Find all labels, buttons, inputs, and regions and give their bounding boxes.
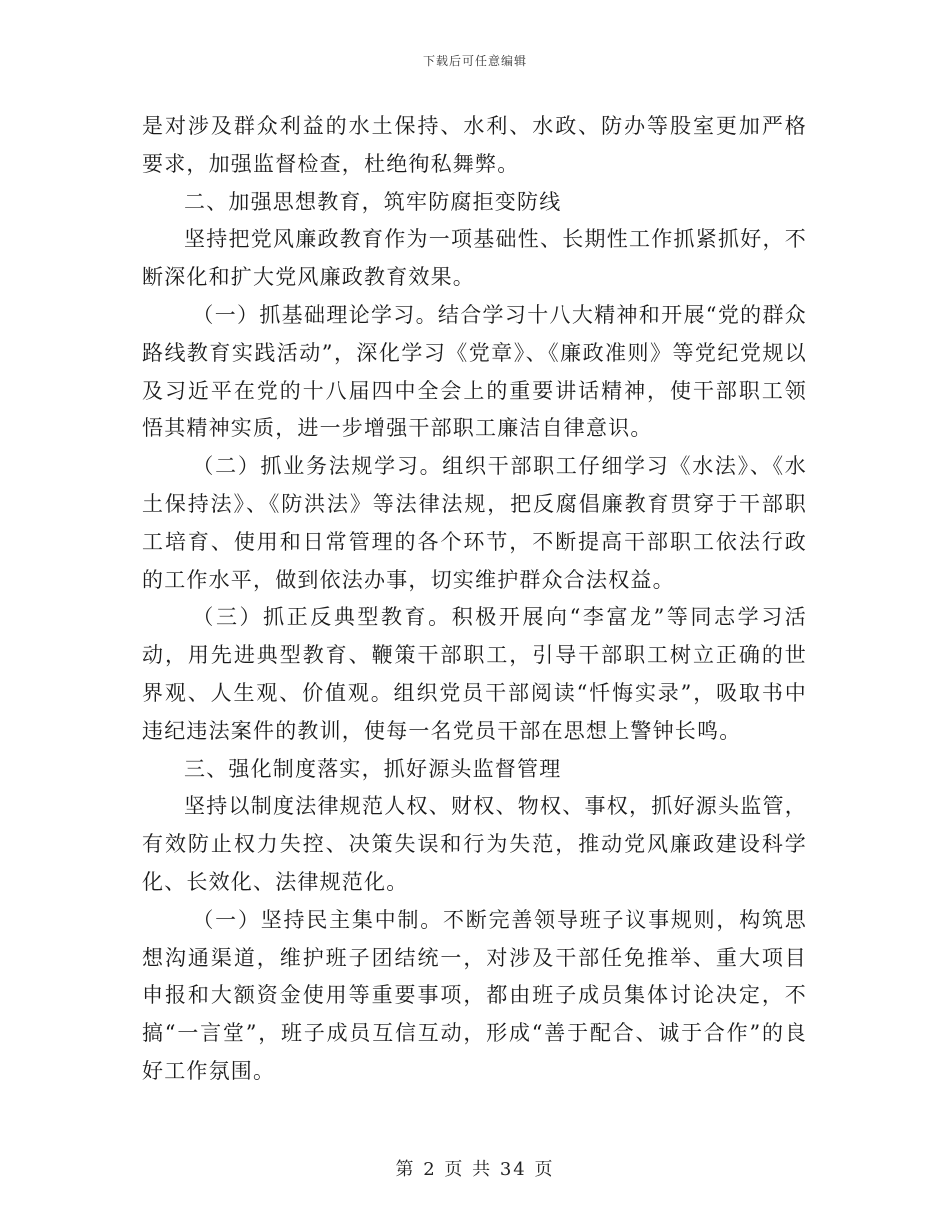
section-heading-2: 二、加强思想教育，筑牢防腐拒变防线 bbox=[184, 189, 562, 214]
paragraph-3-1: （一）坚持民主集中制。不断完善领导班子议事规则，构筑思想沟通渠道，维护班子团结统一，对涉及干部任免推举、重大项目申报和大额资金使用等重要事项，都由班子成员集体讨论决定，不搞“一言堂”，班子成员互信互动，形成“善于配合、诚于合作”的良好工作氛围。 bbox=[142, 907, 807, 1083]
paragraph-intro-2: 坚持把党风廉政教育作为一项基础性、长期性工作抓紧抓好，不断深化和扩大党风廉政教育效果。 bbox=[142, 227, 807, 290]
document-body bbox=[142, 108, 807, 1091]
section-heading-3: 三、强化制度落实，抓好源头监督管理 bbox=[184, 756, 562, 781]
page-header: 下载后可任意编辑 bbox=[422, 54, 527, 68]
paragraph-2-3: （三）抓正反典型教育。积极开展向“李富龙”等同志学习活动，用先进典型教育、鞭策干部职工，引导干部职工树立正确的世界观、人生观、价值观。组织党员干部阅读“忏悔实录”，吸取书中违纪违法案件的教训，使每一名党员干部在思想上警钟长鸣。 bbox=[142, 605, 807, 743]
page-number: 第 2 页 共 34 页 bbox=[395, 1159, 555, 1180]
paragraph-continuation: 是对涉及群众利益的水土保持、水利、水政、防办等股室更加严格要求，加强监督检查，杜绝徇私舞弊。 bbox=[142, 114, 807, 176]
paragraph-2-1: （一）抓基础理论学习。结合学习十八大精神和开展“党的群众路线教育实践活动”，深化学习《党章》、《廉政准则》等党纪党规以及习近平在党的十八届四中全会上的重要讲话精神，使干部职工领悟其精神实质，进一步增强干部职工廉洁自律意识。 bbox=[142, 302, 807, 441]
paragraph-2-2: （二）抓业务法规学习。组织干部职工仔细学习《水法》、《水土保持法》、《防洪法》等法律法规，把反腐倡廉教育贯穿于干部职工培育、使用和日常管理的各个环节，不断提高干部职工依法行政的工作水平，做到依法办事，切实维护群众合法权益。 bbox=[142, 454, 807, 592]
paragraph-intro-3: 坚持以制度法律规范人权、财权、物权、事权，抓好源头监管，有效防止权力失控、决策失误和行为失范，推动党风廉政建设科学化、长效化、法律规范化。 bbox=[142, 794, 807, 894]
